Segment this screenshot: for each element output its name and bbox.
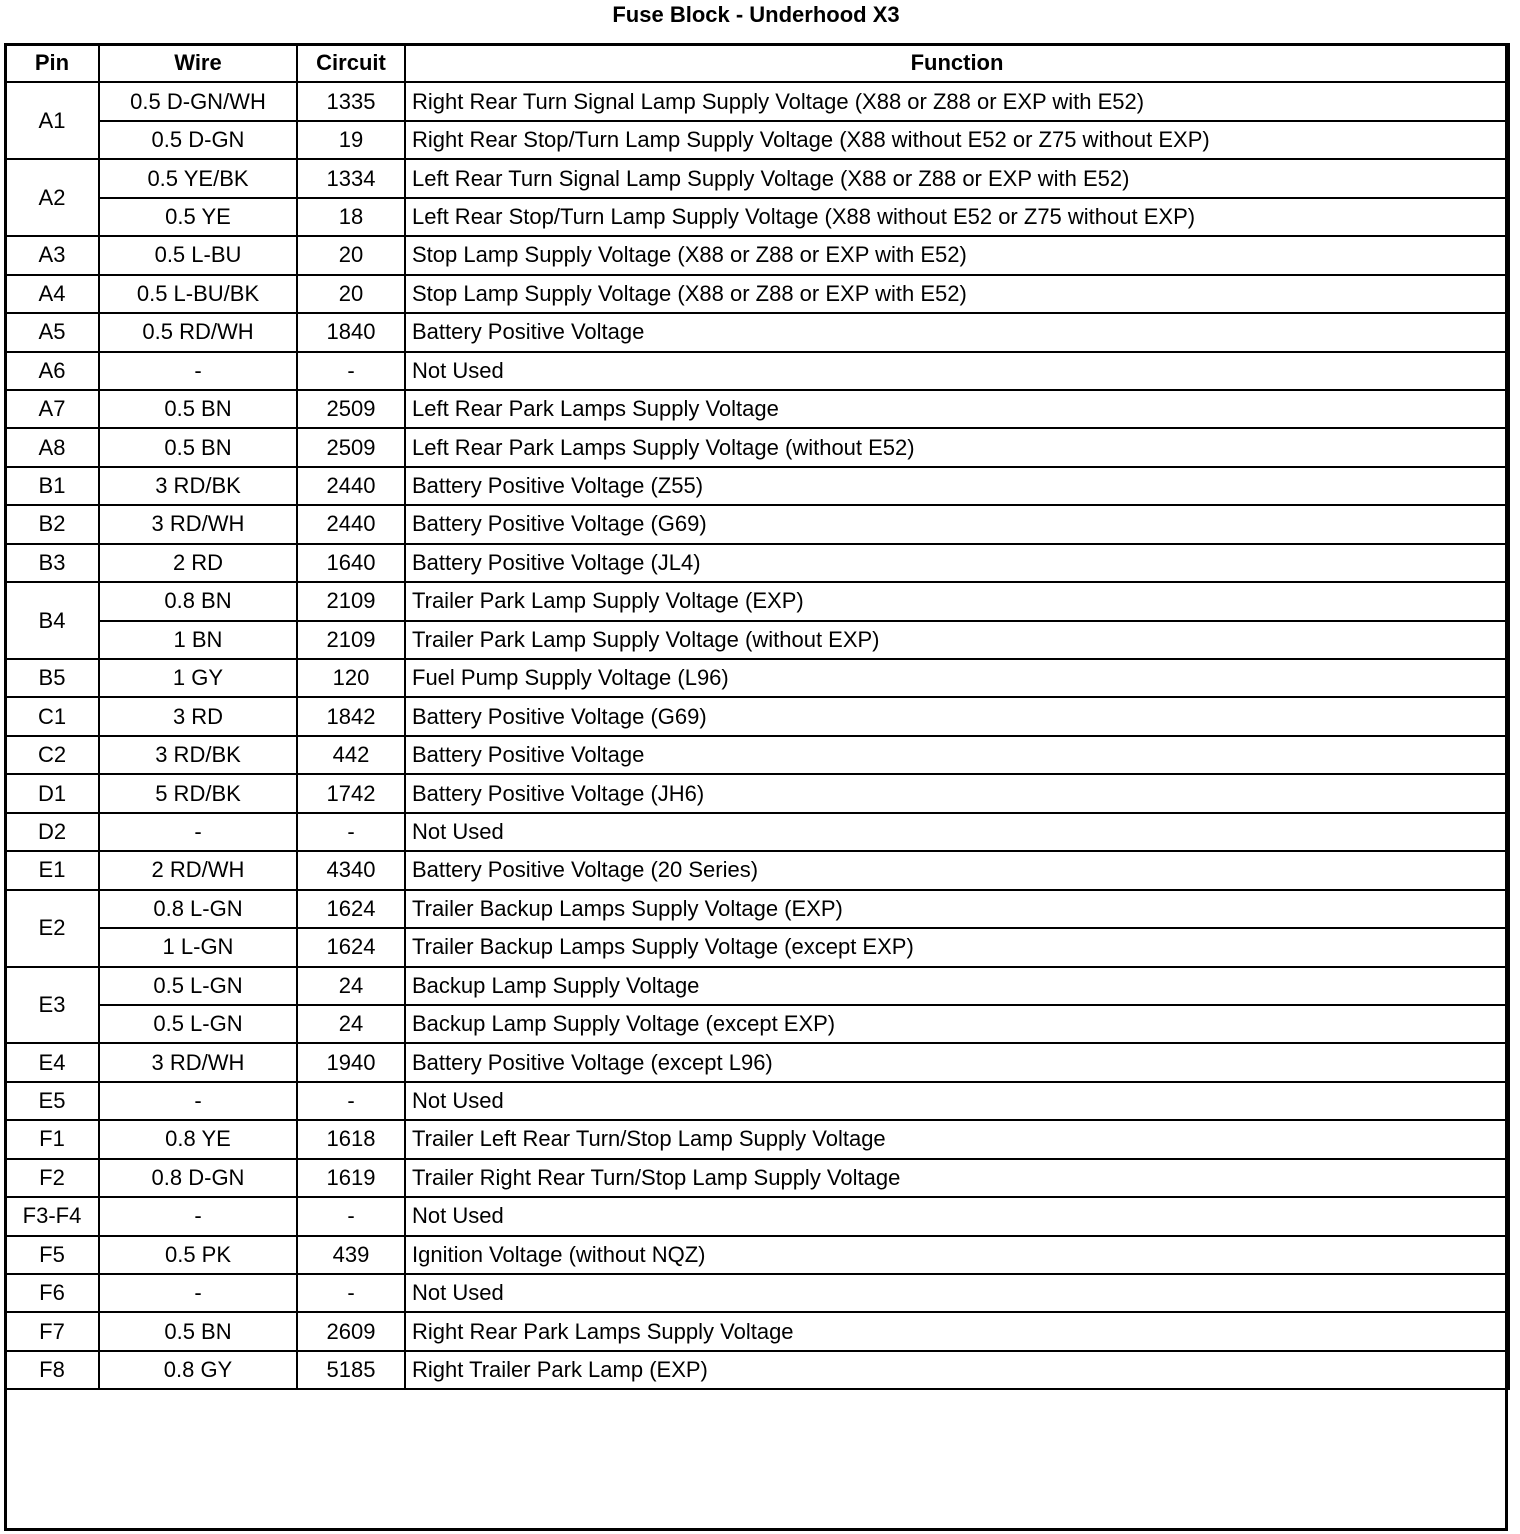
table-row: [5, 428, 1509, 466]
table-row: [5, 697, 1509, 735]
cell-pin: A1: [5, 82, 99, 159]
cell-function: Not Used: [405, 1082, 1509, 1120]
cell-function: Battery Positive Voltage: [405, 313, 1509, 351]
cell-pin: D2: [5, 813, 99, 851]
cell-wire: 2 RD/WH: [99, 851, 297, 889]
cell-function: Backup Lamp Supply Voltage: [405, 967, 1509, 1005]
table-row: [5, 1312, 1509, 1350]
page-title: Fuse Block - Underhood X3: [612, 2, 900, 27]
cell-circuit: 2509: [297, 390, 405, 428]
cell-pin: F5: [5, 1236, 99, 1274]
cell-pin: E5: [5, 1082, 99, 1120]
cell-function: Battery Positive Voltage: [405, 736, 1509, 774]
table-row: [5, 1236, 1509, 1274]
cell-circuit: 1618: [297, 1120, 405, 1158]
cell-function: Left Rear Turn Signal Lamp Supply Voltage (X88 or Z88 or EXP with E52): [405, 159, 1509, 197]
cell-pin: D1: [5, 774, 99, 812]
cell-circuit: -: [297, 352, 405, 390]
cell-pin: E4: [5, 1043, 99, 1081]
cell-wire: -: [99, 1274, 297, 1312]
cell-wire: 0.8 YE: [99, 1120, 297, 1158]
cell-wire: 3 RD/WH: [99, 1043, 297, 1081]
table-row: [5, 736, 1509, 774]
cell-function: Fuel Pump Supply Voltage (L96): [405, 659, 1509, 697]
cell-function: Stop Lamp Supply Voltage (X88 or Z88 or EXP with E52): [405, 236, 1509, 274]
cell-wire: 2 RD: [99, 544, 297, 582]
table-row: [5, 1120, 1509, 1158]
cell-circuit: 4340: [297, 851, 405, 889]
cell-function: Trailer Backup Lamps Supply Voltage (except EXP): [405, 928, 1509, 966]
cell-pin: C1: [5, 697, 99, 735]
cell-function: Trailer Left Rear Turn/Stop Lamp Supply Voltage: [405, 1120, 1509, 1158]
cell-circuit: -: [297, 813, 405, 851]
cell-circuit: 1640: [297, 544, 405, 582]
cell-pin: B3: [5, 544, 99, 582]
cell-wire: -: [99, 813, 297, 851]
table-row: [5, 967, 1509, 1005]
cell-function: Battery Positive Voltage (G69): [405, 697, 1509, 735]
header-function: Function: [405, 44, 1509, 82]
table-body: [5, 82, 1509, 1389]
table-row: [5, 505, 1509, 543]
cell-pin: C2: [5, 736, 99, 774]
table-row: [5, 390, 1509, 428]
table-row: [5, 582, 1509, 620]
cell-function: Stop Lamp Supply Voltage (X88 or Z88 or EXP with E52): [405, 275, 1509, 313]
cell-pin: A8: [5, 428, 99, 466]
cell-function: Battery Positive Voltage (20 Series): [405, 851, 1509, 889]
cell-wire: 0.5 D-GN/WH: [99, 82, 297, 120]
table-row: [5, 1351, 1509, 1389]
cell-pin: B2: [5, 505, 99, 543]
table-row: [5, 659, 1509, 697]
cell-circuit: 24: [297, 967, 405, 1005]
cell-circuit: 1840: [297, 313, 405, 351]
cell-pin: A2: [5, 159, 99, 236]
table-row: [5, 236, 1509, 274]
cell-function: Ignition Voltage (without NQZ): [405, 1236, 1509, 1274]
cell-function: Right Rear Park Lamps Supply Voltage: [405, 1312, 1509, 1350]
cell-wire: 0.8 L-GN: [99, 890, 297, 928]
table-header-row: [5, 44, 1509, 82]
cell-wire: 0.5 L-GN: [99, 967, 297, 1005]
cell-circuit: 1334: [297, 159, 405, 197]
cell-pin: B1: [5, 467, 99, 505]
cell-function: Battery Positive Voltage (JH6): [405, 774, 1509, 812]
cell-wire: 5 RD/BK: [99, 774, 297, 812]
cell-circuit: 1940: [297, 1043, 405, 1081]
cell-function: Not Used: [405, 1274, 1509, 1312]
cell-wire: 1 GY: [99, 659, 297, 697]
table-row: [5, 82, 1509, 120]
cell-wire: 3 RD/WH: [99, 505, 297, 543]
cell-circuit: -: [297, 1082, 405, 1120]
table-row: [5, 813, 1509, 851]
cell-circuit: 2440: [297, 505, 405, 543]
cell-function: Left Rear Park Lamps Supply Voltage (without E52): [405, 428, 1509, 466]
table-row: [5, 1159, 1509, 1197]
cell-circuit: 120: [297, 659, 405, 697]
table-row: [5, 621, 1509, 659]
table-row: [5, 467, 1509, 505]
table-row: [5, 774, 1509, 812]
cell-function: Right Rear Stop/Turn Lamp Supply Voltage (X88 without E52 or Z75 without EXP): [405, 121, 1509, 159]
table-row: [5, 890, 1509, 928]
cell-pin: A3: [5, 236, 99, 274]
table-row: [5, 352, 1509, 390]
header-wire: Wire: [99, 44, 297, 82]
cell-pin: F2: [5, 1159, 99, 1197]
cell-function: Battery Positive Voltage (JL4): [405, 544, 1509, 582]
table-row: [5, 1197, 1509, 1235]
cell-function: Battery Positive Voltage (except L96): [405, 1043, 1509, 1081]
header-pin: Pin: [5, 44, 99, 82]
cell-wire: 0.5 YE/BK: [99, 159, 297, 197]
cell-circuit: 24: [297, 1005, 405, 1043]
cell-pin: A6: [5, 352, 99, 390]
cell-wire: 0.5 RD/WH: [99, 313, 297, 351]
cell-circuit: 442: [297, 736, 405, 774]
cell-function: Not Used: [405, 1197, 1509, 1235]
cell-pin: F6: [5, 1274, 99, 1312]
cell-pin: F8: [5, 1351, 99, 1389]
cell-circuit: 2109: [297, 582, 405, 620]
cell-function: Battery Positive Voltage (G69): [405, 505, 1509, 543]
cell-wire: 0.8 GY: [99, 1351, 297, 1389]
cell-function: Trailer Park Lamp Supply Voltage (EXP): [405, 582, 1509, 620]
cell-function: Not Used: [405, 352, 1509, 390]
cell-circuit: 2509: [297, 428, 405, 466]
cell-circuit: 1742: [297, 774, 405, 812]
cell-wire: 0.5 D-GN: [99, 121, 297, 159]
cell-circuit: 19: [297, 121, 405, 159]
cell-circuit: -: [297, 1197, 405, 1235]
cell-function: Battery Positive Voltage (Z55): [405, 467, 1509, 505]
cell-wire: 0.5 BN: [99, 428, 297, 466]
cell-circuit: 2609: [297, 1312, 405, 1350]
cell-wire: -: [99, 1197, 297, 1235]
cell-circuit: -: [297, 1274, 405, 1312]
table-row: [5, 1005, 1509, 1043]
cell-function: Left Rear Park Lamps Supply Voltage: [405, 390, 1509, 428]
cell-function: Trailer Backup Lamps Supply Voltage (EXP): [405, 890, 1509, 928]
cell-wire: 0.8 D-GN: [99, 1159, 297, 1197]
table-row: [5, 159, 1509, 197]
cell-wire: -: [99, 352, 297, 390]
table-row: [5, 928, 1509, 966]
cell-wire: 0.5 L-BU: [99, 236, 297, 274]
cell-wire: 0.5 L-BU/BK: [99, 275, 297, 313]
cell-pin: B4: [5, 582, 99, 659]
pinout-table: [4, 43, 1510, 1390]
cell-circuit: 439: [297, 1236, 405, 1274]
cell-pin: E3: [5, 967, 99, 1044]
table-row: [5, 851, 1509, 889]
table-row: [5, 1082, 1509, 1120]
cell-wire: 1 BN: [99, 621, 297, 659]
cell-wire: 3 RD: [99, 697, 297, 735]
cell-wire: 0.5 BN: [99, 1312, 297, 1350]
cell-circuit: 20: [297, 275, 405, 313]
table-row: [5, 198, 1509, 236]
cell-wire: 3 RD/BK: [99, 736, 297, 774]
cell-wire: 0.5 BN: [99, 390, 297, 428]
cell-circuit: 2109: [297, 621, 405, 659]
cell-pin: A4: [5, 275, 99, 313]
table-row: [5, 313, 1509, 351]
cell-pin: A5: [5, 313, 99, 351]
table-row: [5, 544, 1509, 582]
cell-function: Trailer Right Rear Turn/Stop Lamp Supply Voltage: [405, 1159, 1509, 1197]
cell-pin: B5: [5, 659, 99, 697]
cell-pin: F3-F4: [5, 1197, 99, 1235]
cell-circuit: 5185: [297, 1351, 405, 1389]
cell-circuit: 2440: [297, 467, 405, 505]
cell-wire: 0.5 YE: [99, 198, 297, 236]
cell-circuit: 1619: [297, 1159, 405, 1197]
cell-circuit: 1335: [297, 82, 405, 120]
table-row: [5, 121, 1509, 159]
cell-circuit: 18: [297, 198, 405, 236]
cell-circuit: 1624: [297, 890, 405, 928]
cell-wire: 0.8 BN: [99, 582, 297, 620]
cell-circuit: 1624: [297, 928, 405, 966]
cell-wire: 3 RD/BK: [99, 467, 297, 505]
cell-pin: E1: [5, 851, 99, 889]
cell-pin: F7: [5, 1312, 99, 1350]
cell-pin: E2: [5, 890, 99, 967]
header-circuit: Circuit: [297, 44, 405, 82]
cell-function: Backup Lamp Supply Voltage (except EXP): [405, 1005, 1509, 1043]
cell-wire: 1 L-GN: [99, 928, 297, 966]
table-row: [5, 1274, 1509, 1312]
table-row: [5, 1043, 1509, 1081]
cell-function: Right Trailer Park Lamp (EXP): [405, 1351, 1509, 1389]
cell-wire: -: [99, 1082, 297, 1120]
cell-function: Not Used: [405, 813, 1509, 851]
cell-function: Left Rear Stop/Turn Lamp Supply Voltage (X88 without E52 or Z75 without EXP): [405, 198, 1509, 236]
table-row: [5, 275, 1509, 313]
cell-wire: 0.5 PK: [99, 1236, 297, 1274]
cell-function: Trailer Park Lamp Supply Voltage (without EXP): [405, 621, 1509, 659]
cell-circuit: 20: [297, 236, 405, 274]
cell-circuit: 1842: [297, 697, 405, 735]
cell-function: Right Rear Turn Signal Lamp Supply Voltage (X88 or Z88 or EXP with E52): [405, 82, 1509, 120]
cell-pin: A7: [5, 390, 99, 428]
cell-wire: 0.5 L-GN: [99, 1005, 297, 1043]
cell-pin: F1: [5, 1120, 99, 1158]
